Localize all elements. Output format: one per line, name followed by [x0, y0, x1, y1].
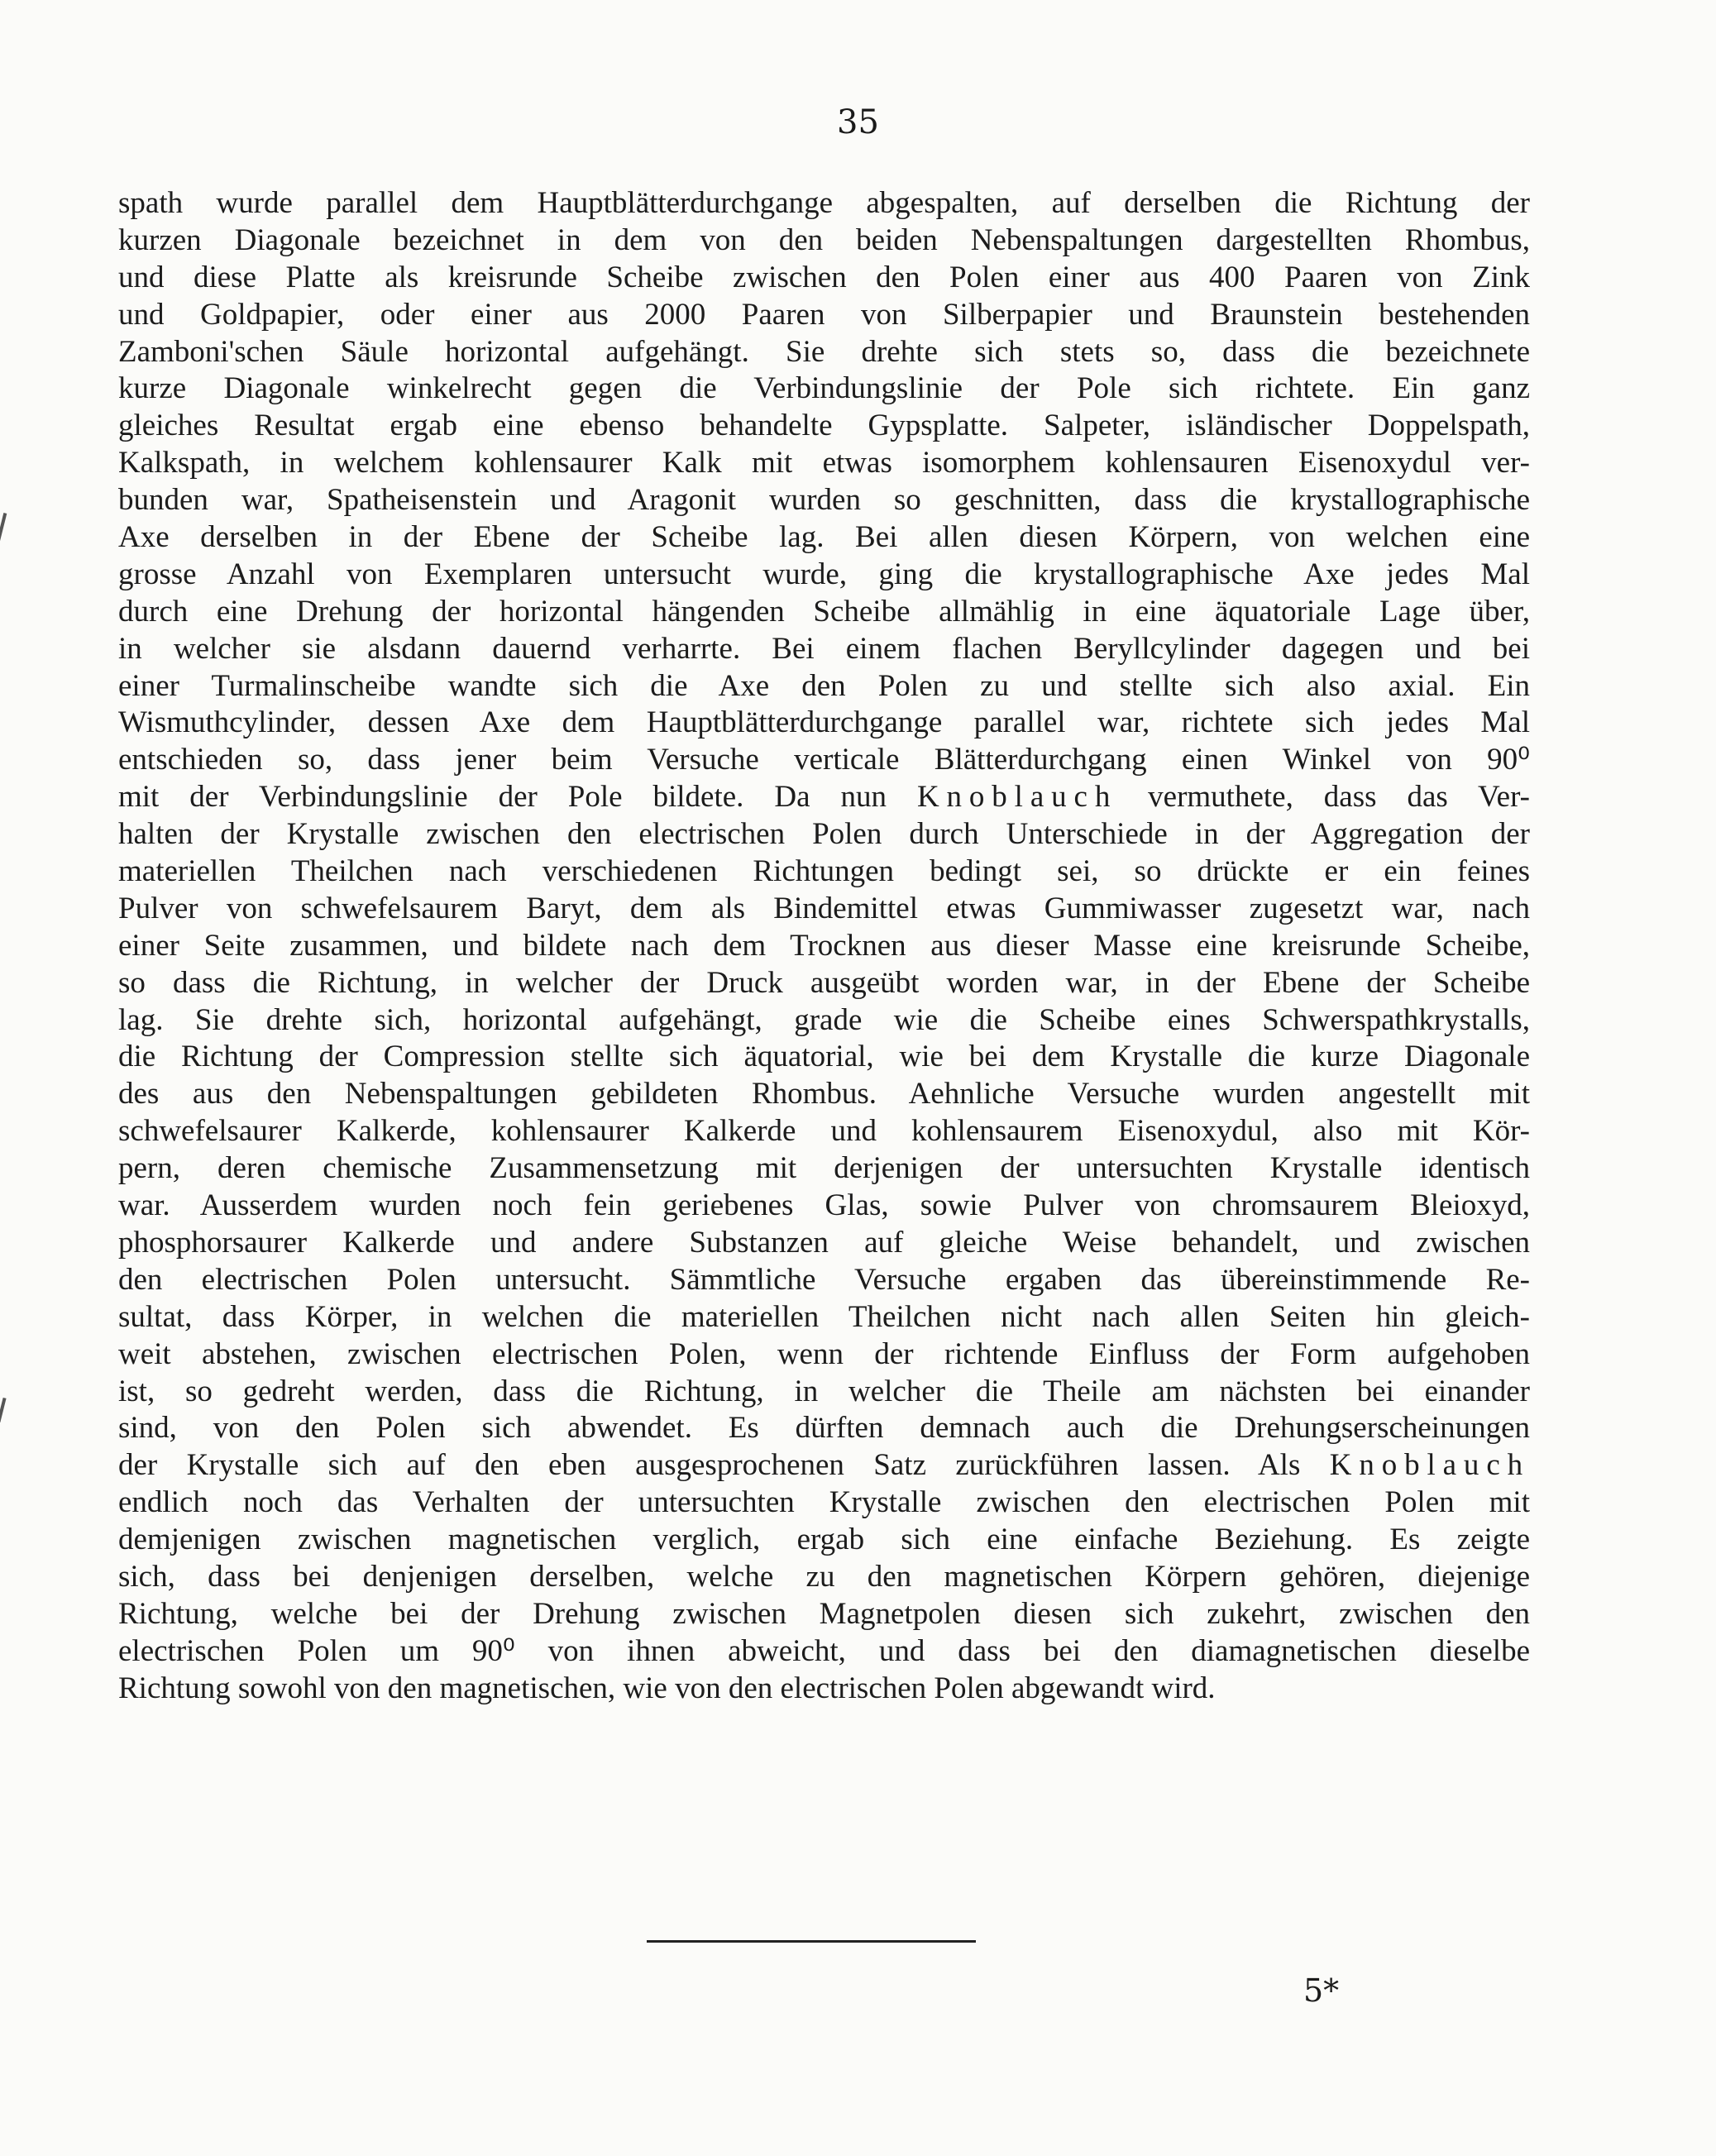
text-line: halten der Krystalle zwischen den electrischen Polen durch Unterschiede in der Aggregation der [118, 817, 1530, 852]
text-line: einer Seite zusammen, und bildete nach dem Trocknen aus dieser Masse eine kreisrunde Scheibe, [118, 928, 1530, 963]
text-line: electrischen Polen um 90⁰ von ihnen abweicht, und dass bei den diamagnetischen dieselbe [118, 1633, 1530, 1668]
text-line: spath wurde parallel dem Hauptblätterdurchgange abgespalten, auf derselben die Richtung der [118, 186, 1530, 220]
body-paragraph [118, 185, 1530, 1708]
text-line [118, 779, 1530, 816]
text-line: weit abstehen, zwischen electrischen Polen, wenn der richtende Einfluss der Form aufgehoben [118, 1336, 1530, 1371]
text-line: endlich noch das Verhalten der untersuchten Krystalle zwischen den electrischen Polen mit [118, 1485, 1530, 1520]
text-line: so dass die Richtung, in welcher der Druck ausgeübt worden war, in der Ebene der Scheibe [118, 965, 1530, 1000]
text-line: sultat, dass Körper, in welchen die materiellen Theilchen nicht nach allen Seiten hin gleich- [118, 1299, 1530, 1334]
text-line: Richtung sowohl von den magnetischen, wie von den electrischen Polen abgewandt wird. [118, 1671, 1216, 1705]
text-line: materiellen Theilchen nach verschiedenen Richtungen bedingt sei, so drückte er ein feines [118, 854, 1530, 889]
text-line: war. Ausserdem wurden noch fein geriebenes Glas, sowie Pulver von chromsaurem Bleioxyd, [118, 1188, 1530, 1223]
text-line: sind, von den Polen sich abwendet. Es dürften demnach auch die Drehungserscheinungen [118, 1411, 1530, 1446]
text-line: kurzen Diagonale bezeichnet in dem von den beiden Nebenspaltungen dargestellten Rhombus, [118, 222, 1530, 257]
closing-rule [647, 1940, 976, 1943]
text-line: demjenigen zwischen magnetischen verglich, ergab sich eine einfache Beziehung. Es zeigte [118, 1523, 1530, 1557]
page-number: 35 [837, 103, 879, 141]
text-line: die Richtung der Compression stellte sich äquatorial, wie bei dem Krystalle die kurze Diagonale [118, 1040, 1530, 1074]
edge-scan-mark [0, 1398, 7, 1422]
text-line: lag. Sie drehte sich, horizontal aufgehängt, grade wie die Scheibe eines Schwerspathkrystalls, [118, 1002, 1530, 1037]
text-line: bunden war, Spatheisenstein und Aragonit wurden so geschnitten, dass die krystallographische [118, 483, 1530, 518]
text-line: einer Turmalinscheibe wandte sich die Axe den Polen zu und stellte sich also axial. Ein [118, 668, 1530, 703]
text-line: phosphorsaurer Kalkerde und andere Substanzen auf gleiche Weise behandelt, und zwischen [118, 1225, 1530, 1260]
text-line: Zamboni'schen Säule horizontal aufgehängt. Sie drehte sich stets so, dass die bezeichnete [118, 334, 1530, 369]
text-line: Richtung, welche bei der Drehung zwischen Magnetpolen diesen sich zukehrt, zwischen den [118, 1596, 1530, 1631]
text-line: pern, deren chemische Zusammensetzung mit derjenigen der untersuchten Krystalle identisch [118, 1151, 1530, 1186]
text-line: Kalkspath, in welchem kohlensaurer Kalk mit etwas isomorphem kohlensauren Eisenoxydul ver- [118, 446, 1530, 480]
text-segment: vermuthete, dass das Ver- [1117, 780, 1530, 815]
author-name: Knoblauch [1329, 1448, 1530, 1483]
text-line: den electrischen Polen untersucht. Sämmtliche Versuche ergaben das übereinstimmende Re- [118, 1262, 1530, 1297]
author-name: Knoblauch [916, 780, 1118, 815]
text-line: des aus den Nebenspaltungen gebildeten Rhombus. Aehnliche Versuche wurden angestellt mit [118, 1077, 1530, 1111]
text-segment: mit der Verbindungslinie der Pole bildete. Da nun [118, 780, 917, 815]
text-line: und diese Platte als kreisrunde Scheibe zwischen den Polen einer aus 400 Paaren von Zink [118, 260, 1530, 294]
text-line: kurze Diagonale winkelrecht gegen die Verbindungslinie der Pole sich richtete. Ein ganz [118, 371, 1530, 406]
text-line: sich, dass bei denjenigen derselben, welche zu den magnetischen Körpern gehören, diejenige [118, 1559, 1530, 1594]
text-line: und Goldpapier, oder einer aus 2000 Paaren von Silberpapier und Braunstein bestehenden [118, 297, 1530, 332]
text-line: in welcher sie alsdann dauernd verharrte. Bei einem flachen Beryllcylinder dagegen und bei [118, 631, 1530, 666]
text-line: gleiches Resultat ergab eine ebenso behandelte Gypsplatte. Salpeter, isländischer Doppelspath, [118, 409, 1530, 443]
text-line: grosse Anzahl von Exemplaren untersucht wurde, ging die krystallographische Axe jedes Mal [118, 557, 1530, 591]
text-line: Pulver von schwefelsaurem Baryt, dem als Bindemittel etwas Gummiwasser zugesetzt war, nach [118, 891, 1530, 925]
text-line: durch eine Drehung der horizontal hängenden Scheibe allmählig in eine äquatoriale Lage über, [118, 594, 1530, 629]
signature-mark: 5* [1303, 1972, 1340, 2009]
edge-scan-mark [0, 513, 7, 543]
text-line: entschieden so, dass jener beim Versuche verticale Blätterdurchgang einen Winkel von 90⁰ [118, 743, 1530, 777]
text-segment: der Krystalle sich auf den eben ausgesprochenen Satz zurückführen lassen. Als [118, 1448, 1330, 1483]
text-line [118, 1447, 1530, 1484]
text-line: ist, so gedreht werden, dass die Richtung, in welcher die Theile am nächsten bei einander [118, 1374, 1530, 1408]
text-line: Axe derselben in der Ebene der Scheibe lag. Bei allen diesen Körpern, von welchen eine [118, 520, 1530, 555]
text-line: Wismuthcylinder, dessen Axe dem Hauptblätterdurchgange parallel war, richtete sich jedes Mal [118, 705, 1530, 740]
text-line: schwefelsaurer Kalkerde, kohlensaurer Kalkerde und kohlensaurem Eisenoxydul, also mit Kör- [118, 1114, 1530, 1149]
